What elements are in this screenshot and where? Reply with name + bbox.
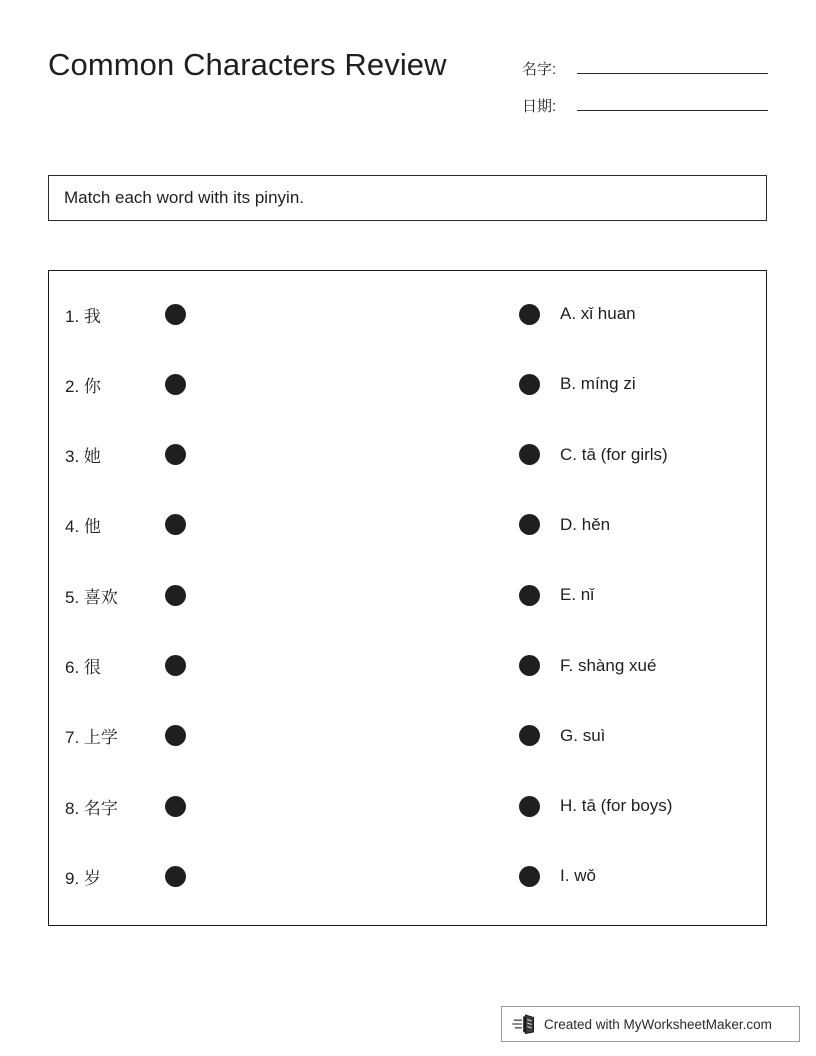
match-row-left [49,794,519,819]
prompt-item [49,653,165,678]
answer-item [540,585,594,605]
prompt-item [49,372,165,397]
match-row-left [49,723,519,748]
answer-pinyin: nǐ [580,585,595,605]
match-row [49,789,766,823]
date-label: 日期: [522,98,557,115]
name-field [522,54,768,79]
prompt-number: 1. [65,306,80,326]
instruction-text: Match each word with its pinyin. [64,188,304,207]
match-row [49,719,766,753]
answer-pinyin: hěn [581,514,611,534]
prompt-number: 9. [65,868,80,888]
prompt-item [49,512,165,537]
answer-pinyin: míng zi [580,374,636,394]
match-dot-left[interactable] [165,585,186,606]
answer-letter: H. [560,796,577,816]
prompt-word: 他 [83,517,101,538]
match-row [49,859,766,893]
prompt-item [49,302,165,327]
prompt-number: 7. [65,728,80,748]
match-dot-right[interactable] [519,866,540,887]
matching-exercise-box [48,270,767,926]
match-row-right [519,655,766,676]
match-row [49,578,766,612]
instruction-box [48,175,767,221]
match-row-left [49,512,519,537]
answer-letter: C. [560,444,577,464]
match-row-right [519,444,766,465]
date-input-line[interactable] [577,91,768,111]
match-row-right [519,796,766,817]
answer-item [540,445,668,465]
answer-pinyin: wǒ [574,866,596,886]
match-dot-right[interactable] [519,374,540,395]
match-row-right [519,866,766,887]
matching-grid [49,271,766,925]
prompt-word: 我 [83,306,101,327]
match-row-left [49,583,519,608]
name-label: 名字: [522,61,557,78]
match-row-left [49,864,519,889]
match-dot-left[interactable] [165,444,186,465]
match-row-left [49,302,519,327]
match-dot-left[interactable] [165,725,186,746]
answer-letter: A. [560,304,577,323]
answer-letter: G. [560,725,578,745]
match-row-right [519,374,766,395]
answer-letter: B. [560,374,577,394]
answer-item [540,726,605,746]
match-row-right [519,304,766,325]
date-field [522,91,768,116]
footer-attribution-badge [501,1006,800,1042]
prompt-word: 喜欢 [83,587,118,608]
footer-attribution-text: Created with MyWorksheetMaker.com [544,1016,772,1032]
prompt-item [49,864,165,889]
match-dot-right[interactable] [519,304,540,325]
match-row-left [49,653,519,678]
worksheet-maker-logo-icon [512,1013,538,1035]
prompt-item [49,723,165,748]
answer-item [540,866,596,886]
match-dot-right[interactable] [519,514,540,535]
page-title: Common Characters Review [48,47,447,82]
match-row [49,649,766,683]
prompt-word: 你 [83,376,101,397]
prompt-item [49,442,165,467]
match-row [49,508,766,542]
answer-letter: E. [560,585,577,605]
match-dot-right[interactable] [519,725,540,746]
match-dot-left[interactable] [165,514,186,535]
match-dot-left[interactable] [165,304,186,325]
match-row [49,438,766,472]
prompt-word: 名字 [83,798,118,819]
prompt-item [49,583,165,608]
match-dot-right[interactable] [519,585,540,606]
answer-letter: F. [560,655,574,675]
match-dot-right[interactable] [519,444,540,465]
match-dot-left[interactable] [165,374,186,395]
prompt-word: 岁 [83,868,101,889]
match-row-left [49,372,519,397]
match-row-right [519,725,766,746]
prompt-word: 她 [83,447,101,468]
answer-pinyin: shàng xué [577,655,657,675]
answer-pinyin: suì [582,725,606,745]
answer-pinyin: xǐ huan [580,304,636,323]
answer-letter: I. [560,866,570,886]
answer-item [540,796,672,816]
match-dot-right[interactable] [519,796,540,817]
answer-item [540,656,656,676]
match-dot-left[interactable] [165,655,186,676]
match-dot-left[interactable] [165,796,186,817]
prompt-word: 上学 [83,728,118,749]
prompt-word: 很 [83,658,101,678]
answer-letter: D. [560,514,577,534]
prompt-number: 4. [65,517,80,537]
match-row [49,367,766,401]
match-row-right [519,514,766,535]
answer-item [540,374,636,394]
worksheet-header [0,0,816,145]
answer-item [540,515,610,535]
answer-pinyin: tā (for boys) [581,796,673,816]
prompt-number: 5. [65,587,80,607]
match-row-right [519,585,766,606]
prompt-item [49,794,165,819]
prompt-number: 3. [65,447,80,467]
prompt-number: 8. [65,798,80,818]
answer-item [540,304,636,324]
match-dot-left[interactable] [165,866,186,887]
match-row [49,297,766,331]
prompt-number: 6. [65,658,80,677]
prompt-number: 2. [65,376,80,396]
answer-pinyin: tā (for girls) [581,444,668,464]
match-dot-right[interactable] [519,655,540,676]
match-row-left [49,442,519,467]
name-input-line[interactable] [577,54,768,74]
